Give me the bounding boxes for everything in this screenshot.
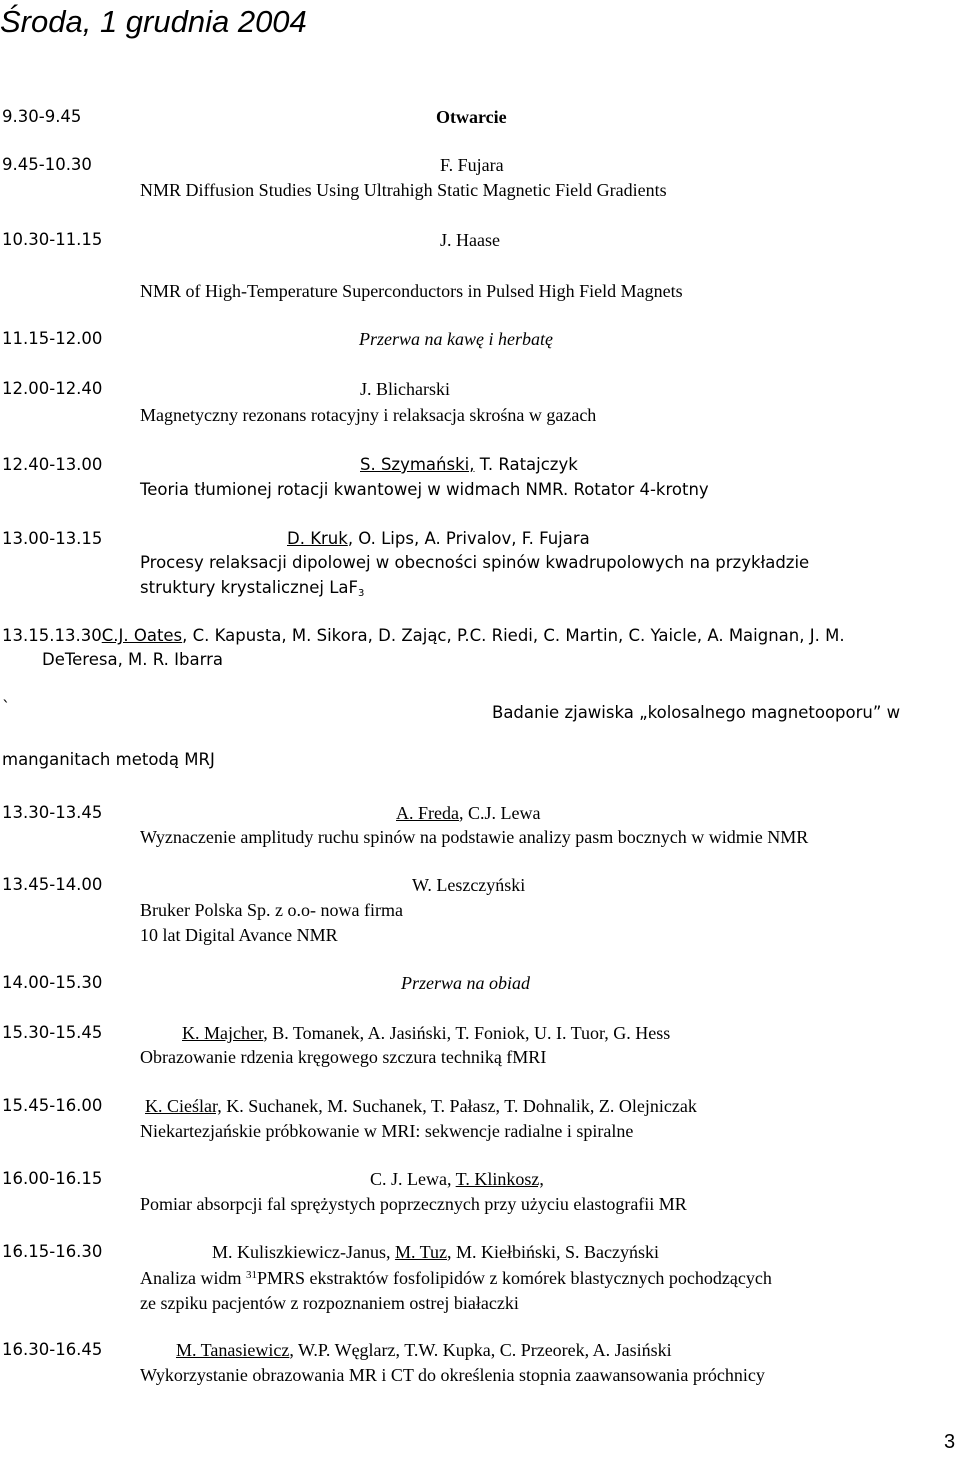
talk-title: Wykorzystanie obrazowania MR i CT do określenia stopnia zaawansowania próchnicy [140, 1365, 765, 1385]
authors [176, 1341, 672, 1359]
presenting-author: M. Tanasiewicz [176, 1340, 290, 1360]
presenting-author: M. Tuz [394, 1242, 447, 1262]
co-authors: , C.J. Lewa [458, 803, 541, 823]
presenting-author: S. Szymański, [360, 455, 475, 474]
presenting-author: D. Kruk [287, 529, 348, 548]
talk-title: Magnetyczny rezonans rotacyjny i relaksacja skrośna w gazach [140, 405, 597, 425]
time-slot: 16.30-16.45 [2, 1340, 103, 1359]
time-slot: 13.30-13.45 [2, 803, 103, 822]
talk-title-line2: struktury krystalicznej LaF$_3$ [140, 578, 365, 599]
co-authors: M. Kuliszkiewicz-Janus, [212, 1242, 395, 1262]
talk-title-line1: Analiza widm $^{31}$PMRS ekstraktów fosfolipidów z komórek blastycznych pochodzących [140, 1268, 772, 1288]
presenting-author: C.J. Oates [101, 626, 183, 645]
stray-mark: ` [2, 698, 11, 717]
break-title: Przerwa na obiad [401, 973, 531, 993]
time-slot: 16.00-16.15 [2, 1169, 103, 1188]
time-slot: 11.15-12.00 [2, 329, 103, 348]
talk-title-line1: Bruker Polska Sp. z o.o- nowa firma [140, 900, 403, 920]
co-authors: , W.P. Węglarz, T.W. Kupka, C. Przeorek, A. Jasiński [289, 1340, 672, 1360]
co-authors: , M. Kiełbiński, S. Baczyński [447, 1242, 659, 1262]
authors [182, 1024, 670, 1042]
talk-title: Teoria tłumionej rotacji kwantowej w widmach NMR. Rotator 4-krotny [140, 480, 709, 499]
presenting-author: A. Freda [396, 803, 459, 823]
authors [212, 1243, 659, 1261]
subscript: 3 [358, 588, 365, 599]
time-slot: 13.15.13.30 [2, 626, 102, 645]
authors: J. Blicharski [360, 379, 450, 399]
talk-title: Obrazowanie rdzenia kręgowego szczura techniką fMRI [140, 1047, 547, 1067]
time-slot: 13.45-14.00 [2, 875, 103, 894]
co-authors: , C. Kapusta, M. Sikora, D. Zając, P.C. Riedi, C. Martin, C. Yaicle, A. Maignan, J. M. [182, 626, 845, 645]
time-slot: 10.30-11.15 [2, 230, 103, 249]
authors: J. Haase [440, 230, 500, 250]
authors [287, 531, 590, 548]
time-slot: 12.00-12.40 [2, 379, 103, 398]
time-slot: 13.00-13.15 [2, 529, 103, 548]
talk-title-line2: 10 lat Digital Avance NMR [140, 925, 338, 945]
presenting-author: K. Cieślar, [145, 1096, 222, 1116]
time-slot: 9.45-10.30 [2, 155, 92, 174]
talk-title: NMR Diffusion Studies Using Ultrahigh Static Magnetic Field Gradients [140, 180, 667, 200]
time-slot: 14.00-15.30 [2, 973, 103, 992]
authors: W. Leszczyński [412, 875, 526, 895]
talk-title: NMR of High-Temperature Superconductors in Pulsed High Field Magnets [140, 281, 683, 301]
time-slot: 9.30-9.45 [2, 107, 82, 126]
time-slot: 16.15-16.30 [2, 1242, 103, 1261]
talk-title-line1: Procesy relaksacji dipolowej w obecności spinów kwadrupolowych na przykładzie [140, 553, 810, 572]
authors-line2: DeTeresa, M. R. Ibarra [42, 650, 223, 669]
talk-title-line1: Badanie zjawiska „kolosalnego magnetooporu” w [492, 703, 901, 722]
talk-title-line2: manganitach metodą MRJ [2, 750, 215, 769]
superscript: 31 [245, 1269, 257, 1281]
authors [370, 1170, 544, 1188]
session-title: Otwarcie [436, 107, 507, 127]
presenting-author: K. Majcher [182, 1023, 264, 1043]
authors [360, 457, 578, 474]
page-number: 3 [944, 1431, 956, 1453]
presenting-author: T. Klinkosz, [455, 1169, 544, 1189]
talk-title-line2: ze szpiku pacjentów z rozpoznaniem ostrej białaczki [140, 1293, 519, 1313]
break-title: Przerwa na kawę i herbatę [359, 329, 553, 349]
authors [396, 804, 540, 822]
authors [2, 628, 845, 645]
authors [145, 1097, 697, 1115]
talk-title: Wyznaczenie amplitudy ruchu spinów na podstawie analizy pasm bocznych w widmie NMR [140, 827, 809, 847]
talk-title: Niekartezjańskie próbkowanie w MRI: sekwencje radialne i spiralne [140, 1121, 634, 1141]
co-authors: , O. Lips, A. Privalov, F. Fujara [347, 529, 590, 548]
authors: F. Fujara [440, 155, 504, 175]
time-slot: 12.40-13.00 [2, 455, 103, 474]
co-authors: T. Ratajczyk [474, 455, 578, 474]
page-title: Środa, 1 grudnia 2004 [0, 4, 307, 39]
co-authors: , B. Tomanek, A. Jasiński, T. Foniok, U. I. Tuor, G. Hess [263, 1023, 671, 1043]
co-authors: C. J. Lewa, [370, 1169, 456, 1189]
talk-title: Pomiar absorpcji fal sprężystych poprzecznych przy użyciu elastografii MR [140, 1194, 687, 1214]
time-slot: 15.45-16.00 [2, 1096, 103, 1115]
time-slot: 15.30-15.45 [2, 1023, 103, 1042]
co-authors: K. Suchanek, M. Suchanek, T. Pałasz, T. Dohnalik, Z. Olejniczak [221, 1096, 697, 1116]
